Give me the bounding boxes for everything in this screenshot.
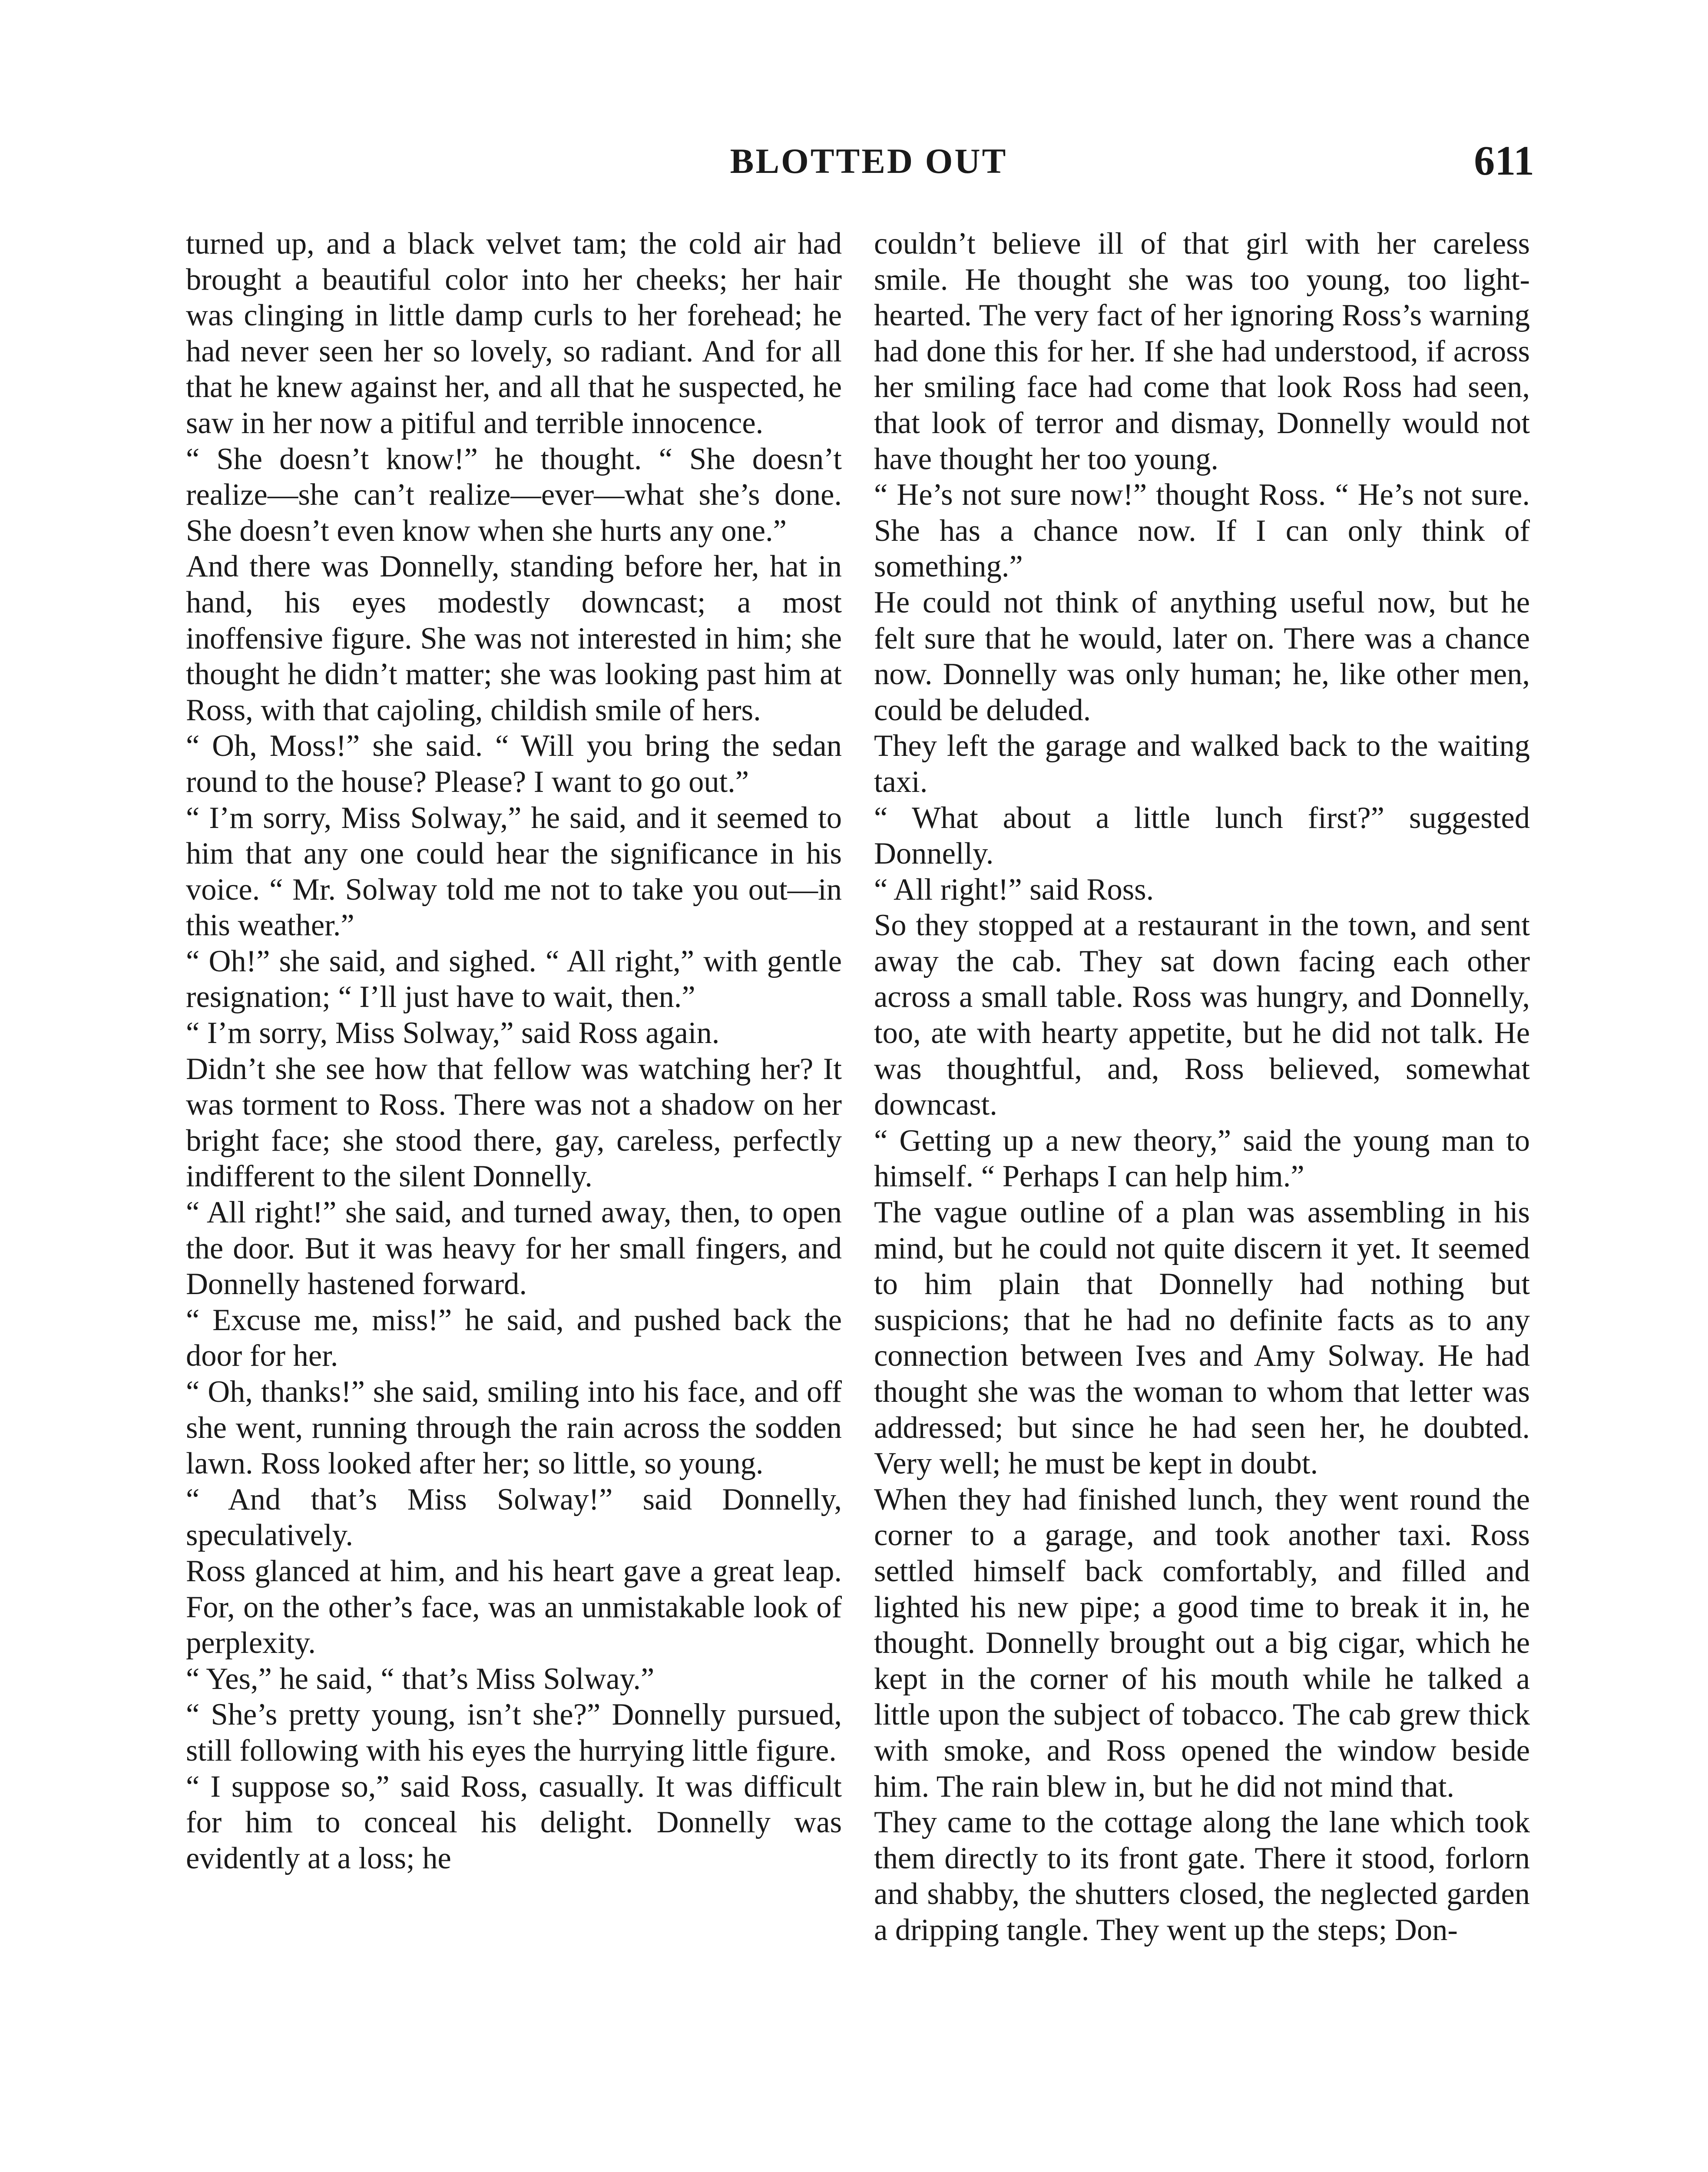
- paragraph: “ Yes,” he said, “ that’s Miss Solway.”: [186, 1662, 655, 1696]
- paragraph: “ Oh!” she said, and sighed. “ All right,” with gentle resignation; “ I’ll just have to wait, then.”: [186, 944, 842, 1014]
- paragraph: “ I’m sorry, Miss Solway,” said Ross again.: [186, 1016, 720, 1050]
- paragraph: And there was Donnelly, standing before her, hat in hand, his eyes modestly downcast; a most inoffensive figure. She was not interested in him; she thought he didn’t matter; she was looking past him at Ross, with that cajoling, childish smile of hers.: [186, 550, 842, 727]
- paragraph: Didn’t she see how that fellow was watching her? It was torment to Ross. There was not a shadow on her bright face; she stood there, gay, careless, perfectly indifferent to the silent Donnelly.: [186, 1052, 842, 1194]
- paragraph: “ Excuse me, miss!” he said, and pushed back the door for her.: [186, 1303, 842, 1373]
- running-title: BLOTTED OUT: [730, 141, 1008, 181]
- paragraph: They came to the cottage along the lane which took them directly to its front gate. There it stood, forlorn and shabby, the shutters closed, the neglected garden a dripping tangle. They went up the steps; Don-: [874, 1805, 1530, 1947]
- paragraph: “ I’m sorry, Miss Solway,” he said, and it seemed to him that any one could hear the significance in his voice. “ Mr. Solway told me not to take you out—in this weather.”: [186, 801, 842, 943]
- paragraph: They left the garage and walked back to the waiting taxi.: [874, 729, 1530, 799]
- paragraph: The vague outline of a plan was assembling in his mind, but he could not quite discern it yet. It seemed to him plain that Donnelly had nothing but suspicions; that he had no definite facts as to any connection between Ives and Amy Solway. He had thought she was the woman to whom that letter was addressed; but since he had seen her, he doubted. Very well; he must be kept in doubt.: [874, 1195, 1530, 1481]
- left-column: [186, 226, 842, 1876]
- paragraph: He could not think of anything useful now, but he felt sure that he would, later on. There was a chance now. Donnelly was only human; he, like other men, could be deluded.: [874, 585, 1530, 727]
- paragraph: “ She’s pretty young, isn’t she?” Donnelly pursued, still following with his eyes the hurrying little figure.: [186, 1698, 842, 1768]
- paragraph: “ And that’s Miss Solway!” said Donnelly, speculatively.: [186, 1482, 842, 1553]
- paragraph: “ Getting up a new theory,” said the young man to himself. “ Perhaps I can help him.”: [874, 1123, 1530, 1194]
- paragraph: “ Oh, thanks!” she said, smiling into his face, and off she went, running through the rain across the sodden lawn. Ross looked after her; so little, so young.: [186, 1375, 842, 1481]
- paragraph: couldn’t believe ill of that girl with her careless smile. He thought she was too young, too light-hearted. The very fact of her ignoring Ross’s warning had done this for her. If she had understood, if across her smiling face had come that look Ross had seen, that look of terror and dismay, Donnelly would not have thought her too young.: [874, 227, 1530, 476]
- paragraph: turned up, and a black velvet tam; the cold air had brought a beautiful color into her cheeks; her hair was clinging in little damp curls to her forehead; he had never seen her so lovely, so radiant. And for all that he knew against her, and all that he suspected, he saw in her now a pitiful and terrible innocence.: [186, 227, 842, 440]
- page-number: 611: [1474, 137, 1534, 184]
- paragraph: Ross glanced at him, and his heart gave a great leap. For, on the other’s face, was an unmistakable look of perplexity.: [186, 1554, 842, 1660]
- paragraph: “ I suppose so,” said Ross, casually. It was difficult for him to conceal his delight. Donnelly was evidently at a loss; he: [186, 1769, 842, 1875]
- paragraph: “ She doesn’t know!” he thought. “ She doesn’t realize—she can’t realize—ever—what she’s done. She doesn’t even know when she hurts any one.”: [186, 442, 842, 548]
- paragraph: “ All right!” she said, and turned away, then, to open the door. But it was heavy for her small fingers, and Donnelly hastened forward.: [186, 1195, 842, 1301]
- paragraph: “ Oh, Moss!” she said. “ Will you bring the sedan round to the house? Please? I want to go out.”: [186, 729, 842, 799]
- paragraph: “ What about a little lunch first?” suggested Donnelly.: [874, 801, 1530, 871]
- paragraph: So they stopped at a restaurant in the town, and sent away the cab. They sat down facing each other across a small table. Ross was hungry, and Donnelly, too, ate with hearty appetite, but he did not talk. He was thoughtful, and, Ross believed, somewhat downcast.: [874, 908, 1530, 1122]
- right-column: [874, 226, 1530, 1948]
- paragraph: “ He’s not sure now!” thought Ross. “ He’s not sure. She has a chance now. If I can only think of something.”: [874, 478, 1530, 584]
- paragraph: “ All right!” said Ross.: [874, 872, 1154, 907]
- paragraph: When they had finished lunch, they went round the corner to a garage, and took another taxi. Ross settled himself back comfortably, and filled and lighted his new pipe; a good time to break it in, he thought. Donnelly brought out a big cigar, which he kept in the corner of his mouth while he talked a little upon the subject of tobacco. The cab grew thick with smoke, and Ross opened the window beside him. The rain blew in, but he did not mind that.: [874, 1482, 1530, 1804]
